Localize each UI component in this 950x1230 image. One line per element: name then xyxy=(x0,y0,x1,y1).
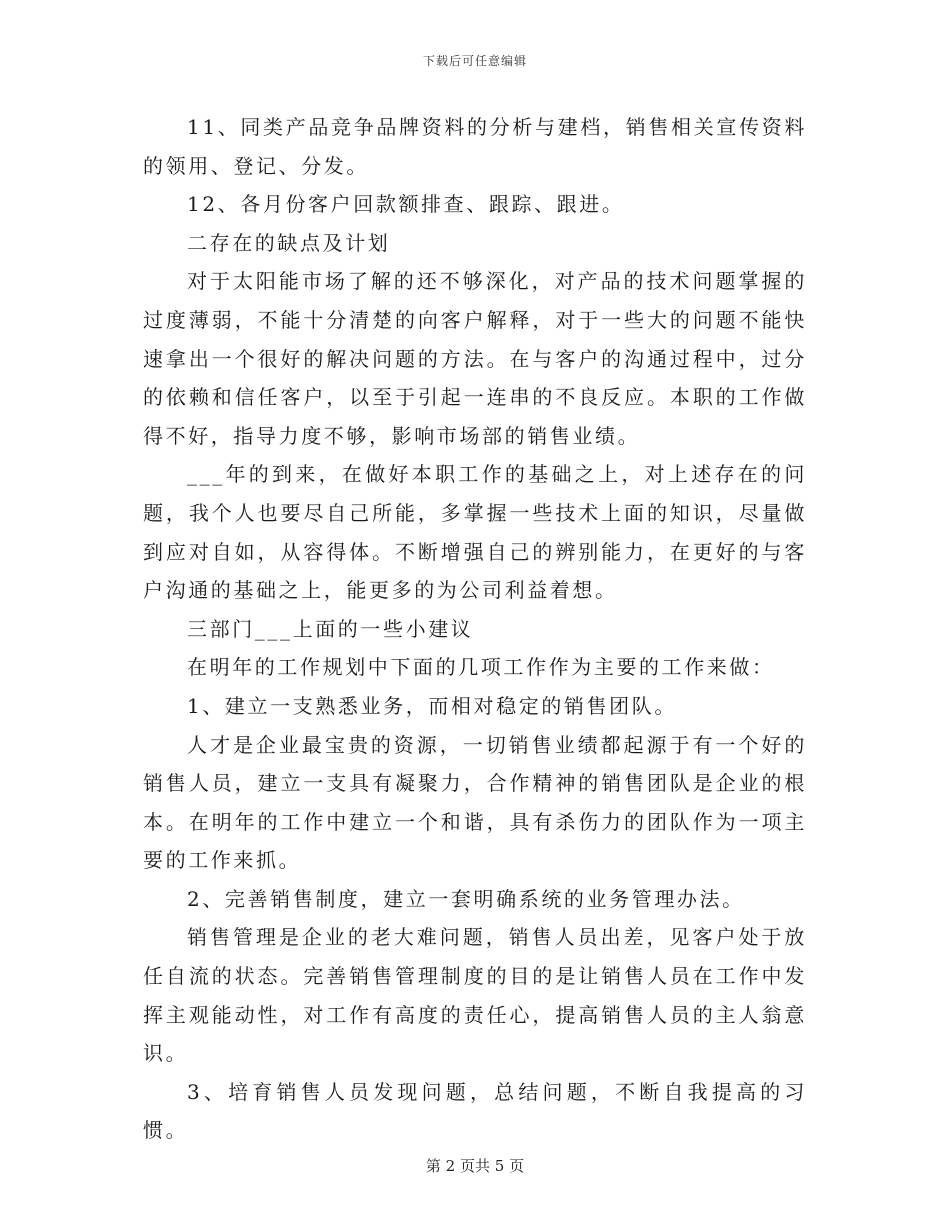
paragraph-item-11: 11、同类产品竞争品牌资料的分析与建档，销售相关宣传资料的领用、登记、分发。 xyxy=(143,115,807,178)
paragraph-item-12: 12、各月份客户回款额排查、跟踪、跟进。 xyxy=(187,192,625,217)
list-item-1: 1、建立一支熟悉业务，而相对稳定的销售团队。 xyxy=(187,693,677,718)
paragraph-team: 人才是企业最宝贵的资源，一切销售业绩都起源于有一个好的销售人员，建立一支具有凝聚力，合作精神的销售团队是企业的根本。在明年的工作中建立一个和谐，具有杀伤力的团队作为一项主要的工作来抓。 xyxy=(143,732,807,873)
page-number: 第 2 页共 5 页 xyxy=(425,1157,525,1175)
document-body xyxy=(143,108,807,1150)
section-heading-suggestions: 三部门___上面的一些小建议 xyxy=(187,616,474,641)
list-item-2: 2、完善销售制度，建立一套明确系统的业务管理办法。 xyxy=(187,886,745,911)
section-heading-shortcomings: 二存在的缺点及计划 xyxy=(187,230,391,255)
list-item-3: 3、培育销售人员发现问题，总结问题，不断自我提高的习惯。 xyxy=(143,1079,807,1143)
paragraph-shortcomings: 对于太阳能市场了解的还不够深化，对产品的技术问题掌握的过度薄弱，不能十分清楚的向客户解释，对于一些大的问题不能快速拿出一个很好的解决问题的方法。在与客户的沟通过程中，过分的依赖和信任客户，以至于引起一连串的不良反应。本职的工作做得不好，指导力度不够，影响市场部的销售业绩。 xyxy=(143,269,807,448)
paragraph-intro: 在明年的工作规划中下面的几项工作作为主要的工作来做： xyxy=(187,655,775,680)
paragraph-management: 销售管理是企业的老大难问题，销售人员出差，见客户处于放任自流的状态。完善销售管理制度的目的是让销售人员在工作中发挥主观能动性，对工作有高度的责任心，提高销售人员的主人翁意识。 xyxy=(143,925,807,1066)
paragraph-plan: ___年的到来，在做好本职工作的基础之上，对上述存在的问题，我个人也要尽自己所能，多掌握一些技术上面的知识，尽量做到应对自如，从容得体。不断增强自己的辨别能力，在更好的与客户沟通的基础之上，能更多的为公司利益着想。 xyxy=(143,462,807,603)
page-header-note: 下载后可任意编辑 xyxy=(422,54,527,68)
